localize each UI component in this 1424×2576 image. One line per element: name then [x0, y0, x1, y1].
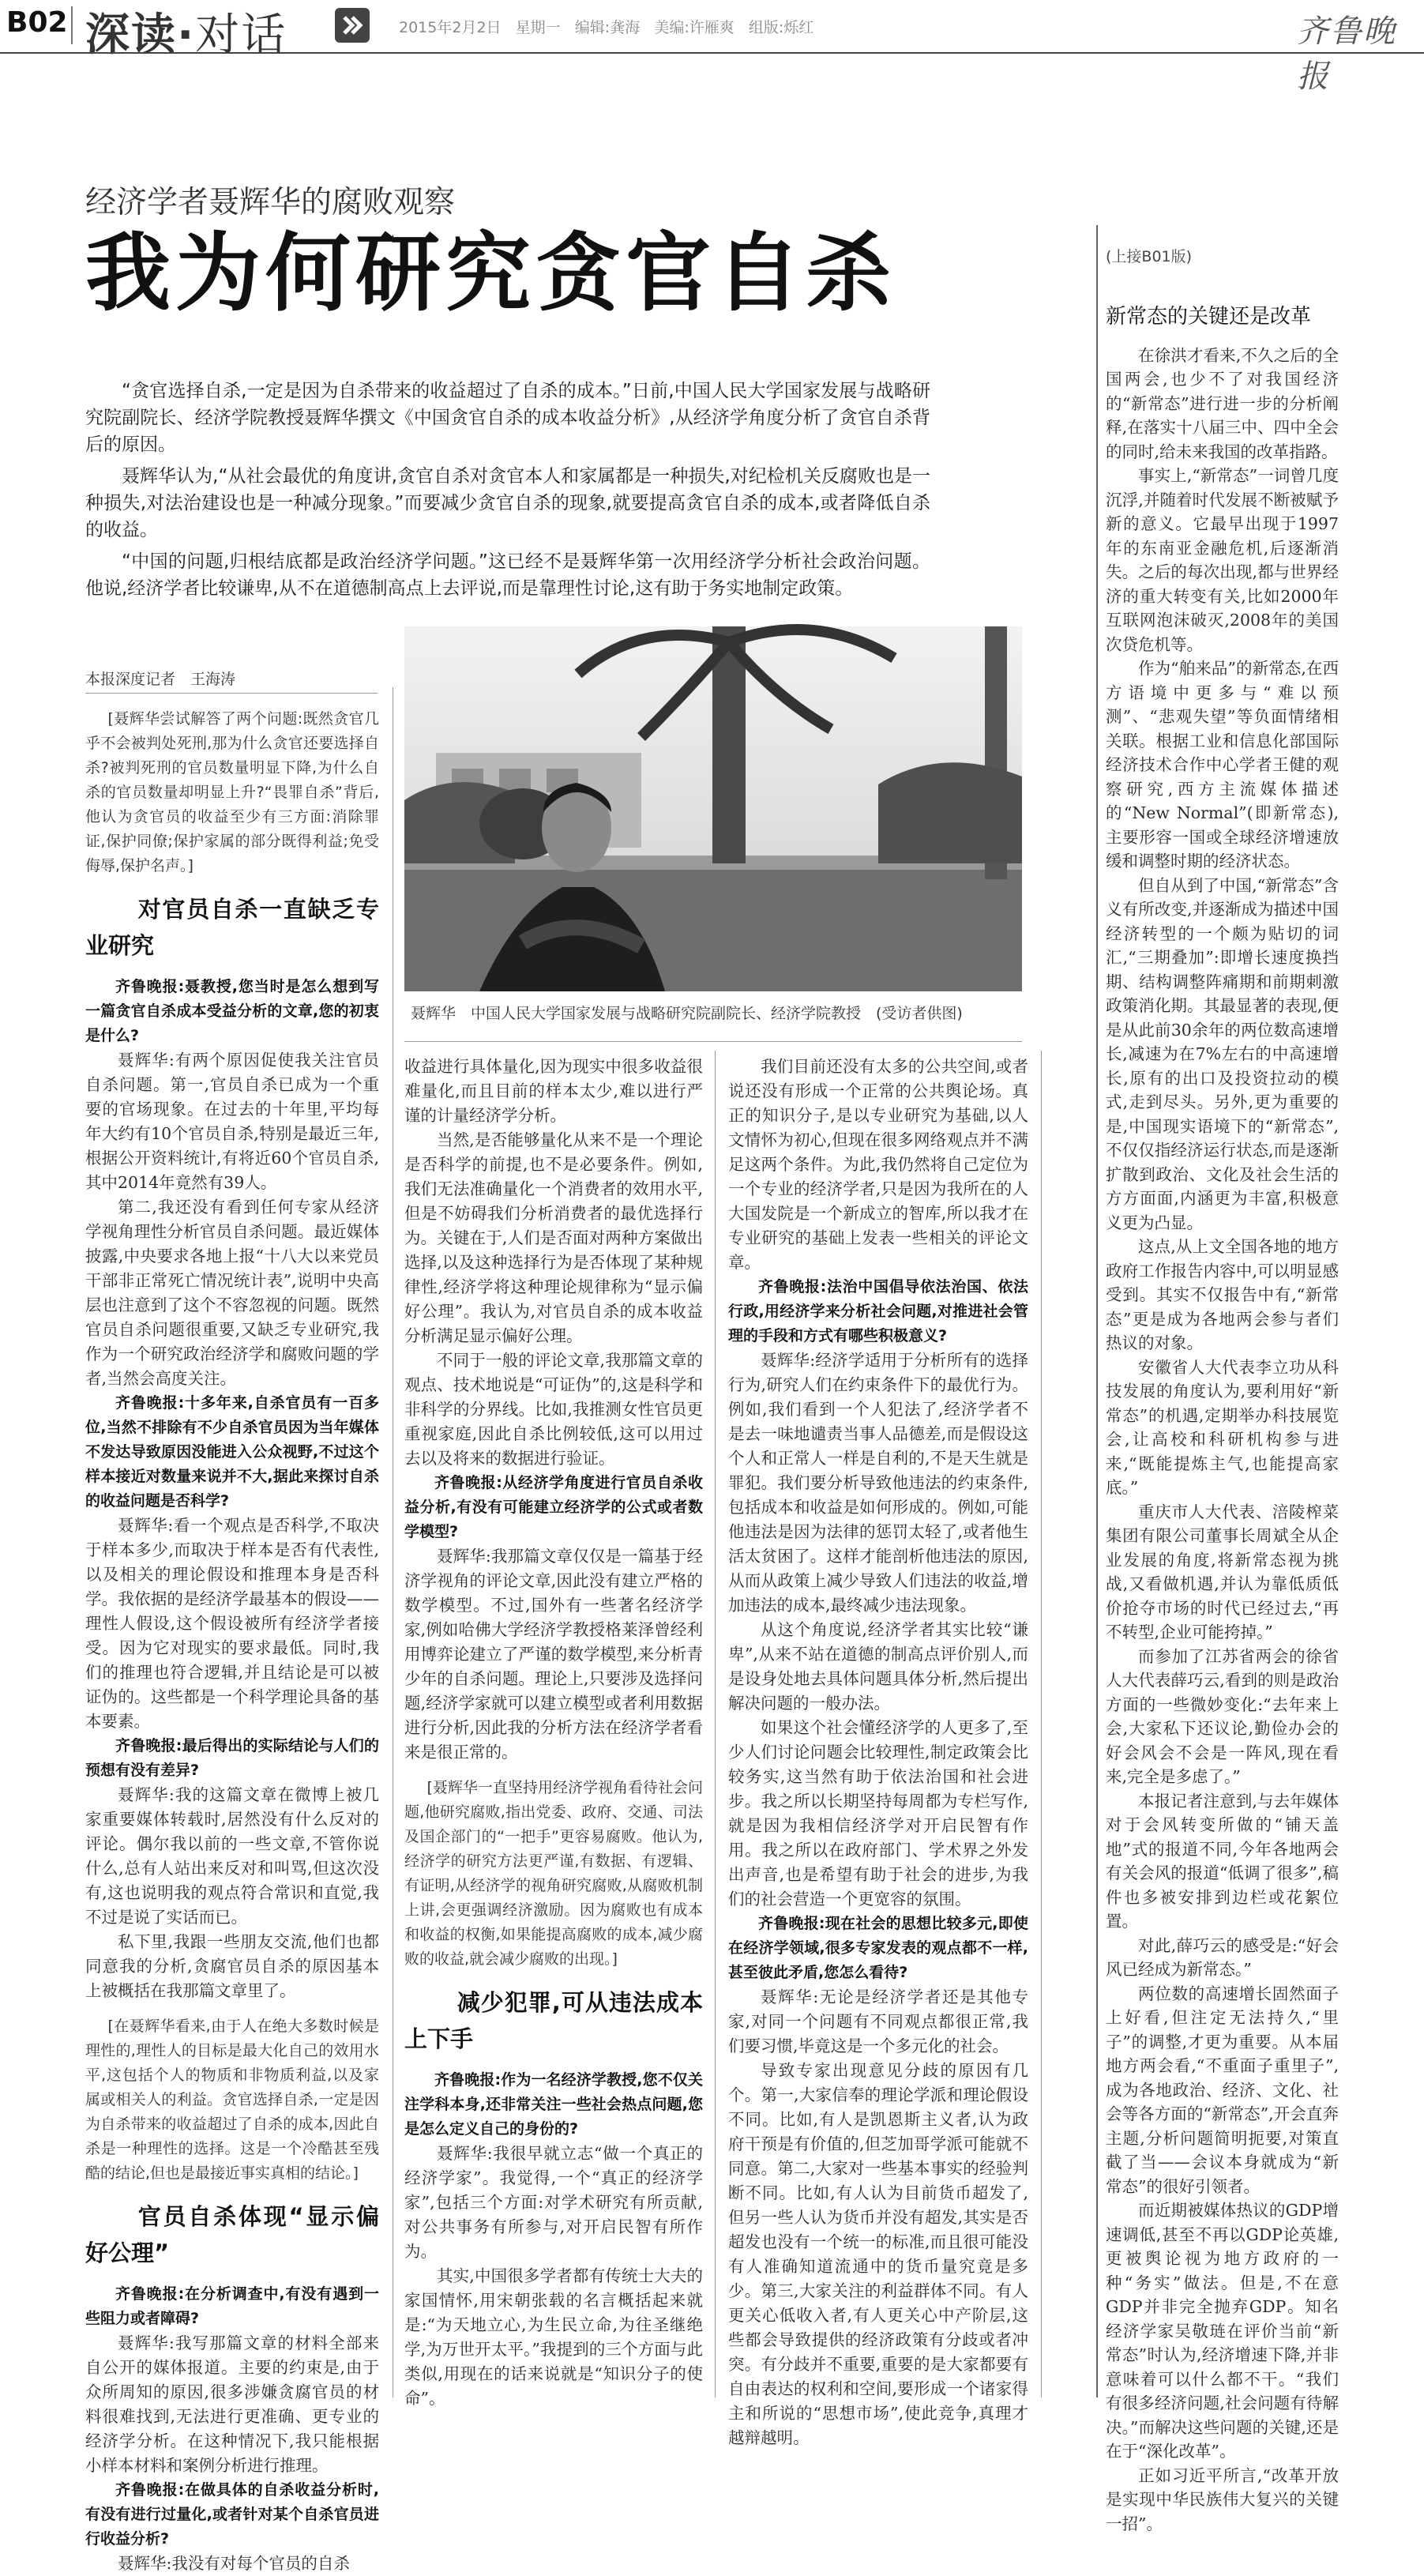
- answer: 聂辉华:我的这篇文章在微博上被几家重要媒体转载时,居然没有什么反对的评论。偶尔我以前的一些文章,不管你说什么,总有人站出来反对和叫骂,但这次没有,这也说明我的观点符合常识和直觉,我不过是说了实话而已。: [85, 1785, 379, 1927]
- paragraph: 安徽省人大代表李立功从科技发展的角度认为,要利用好“新常态”的机遇,定期举办科技展览会,让高校和科研机构参与进来,“既能提炼主气,也能提高家底。”: [1106, 1357, 1339, 1497]
- header-weekday: 星期一: [515, 19, 561, 36]
- column-rule: [1041, 1051, 1042, 2397]
- column-rule: [1096, 225, 1098, 2397]
- paragraph: 其实,中国很多学者都有传统士大夫的家国情怀,用宋朝张载的名言概括起来就是:“为天地立心,为生民立命,为往圣继绝学,为万世开太平。”我提到的三个方面与此类似,用现在的话来说就是“知识分子的使命”。: [404, 2266, 703, 2408]
- article-column-3: [728, 1055, 1028, 2447]
- byline-rule: [85, 693, 378, 694]
- question: 齐鲁晚报:十多年来,自杀官员有一百多位,当然不排除有不少自杀官员因为当年媒体不发达导致原因没能进入公众视野,不过这个样本接近对数量来说并不大,据此来探讨自杀的收益问题是否科学?: [85, 1394, 379, 1510]
- header-proof: 组版:烁红: [748, 19, 814, 36]
- section-title: [85, 0, 287, 63]
- lead-paragraph: “中国的问题,归根结底都是政治经济学问题。”这已经不是聂辉华第一次用经济学分析社会政治问题。他说,经济学者比较谦卑,从不在道德制高点上去评说,而是靠理性讨论,这有助于务实地制定政策。: [85, 551, 930, 599]
- page-code: B02: [6, 6, 68, 39]
- question: 齐鲁晚报:法治中国倡导依法治国、依法行政,用经济学来分析社会问题,对推进社会管理的手段和方式有哪些积极意义?: [728, 1278, 1028, 1344]
- article-column-1: [85, 707, 379, 2573]
- paragraph: 但自从到了中国,“新常态”含义有所改变,并逐渐成为描述中国经济转型的一个颇为贴切的词汇,“三期叠加”:即增长速度换挡期、结构调整阵痛期和前期刺激政策消化期。其最显著的表现,便是从此前30余年的两位数高速增长,减速为在7%左右的中高速增长,原有的出口及投资拉动的模式,走到尽头。另外,更为重要的是,中国现实语境下的“新常态”,不仅仅指经济运行状态,而是逐渐扩散到政治、文化及社会生活的方方面面,内涵更为丰富,积极意义更为凸显。: [1106, 875, 1339, 1232]
- answer: 聂辉华:看一个观点是否科学,不取决于样本多少,而取决于样本是否有代表性,以及相关的理论假设和推理本身是否科学。我依据的是经济学最基本的假设——理性人假设,这个假设被所有经济学者接受。因为它对现实的要求最低。同时,我们的推理也符合逻辑,并且结论是可以被证伪的。这些都是一个科学理论具备的基本要素。: [85, 1516, 379, 1731]
- paragraph: 本报记者注意到,与去年媒体对于会风转变所做的“铺天盖地”式的报道不同,今年各地两会有关会风的报道“低调了很多”,稿件也多被安排到边栏或花絮位置。: [1106, 1791, 1339, 1931]
- paragraph: 对此,薛巧云的感受是:“好会风已经成为新常态。”: [1106, 1935, 1339, 1979]
- answer: 聂辉华:无论是经济学者还是其他专家,对同一个问题有不同观点都很正常,我们要习惯,毕竟这是一个多元化的社会。: [728, 1987, 1028, 2055]
- paragraph: 而参加了江苏省两会的徐省人大代表薛巧云,看到的则是政治方面的一些微妙变化:“去年来上会,大家私下还议论,勤俭办会的好会风会不会是一阵风,现在看来,完全是多虑了。”: [1106, 1646, 1339, 1786]
- photo-caption-rule: [404, 1041, 1022, 1042]
- section-sub: 对话: [195, 9, 287, 61]
- interview-photo: [404, 626, 1022, 991]
- answer: 收益进行具体量化,因为现实中很多收益很难量化,而且目前的样本太少,难以进行严谨的计量经济学分析。: [404, 1057, 703, 1125]
- paragraph: 当然,是否能够量化从来不是一个理论是否科学的前提,也不是必要条件。例如,我们无法准确量化一个消费者的效用水平,但是不妨碍我们分析消费者的最优选择行为。关键在于,人们是否面对两种方案做出选择,以及这种选择行为是否体现了某种规律性,经济学将这种理论规律称为“显示偏好公理”。我认为,对官员自杀的成本收益分析满足显示偏好公理。: [404, 1130, 703, 1345]
- subheading: 对官员自杀一直缺乏专业研究: [85, 896, 379, 959]
- paragraph: 如果这个社会懂经济学的人更多了,至少人们讨论问题会比较理性,制定政策会比较务实,这当然有助于依法治国和社会进步。我之所以长期坚持每周都为专栏写作,就是因为我相信经济学对开启民智有作用。我之所以在政府部门、学术界之外发出声音,也是希望有助于社会的进步,为我们的社会营造一个更宽容的氛围。: [728, 1718, 1028, 1908]
- answer: 聂辉华:我很早就立志“做一个真正的经济学家”。我觉得,一个“真正的经济学家”,包括三个方面:对学术研究有所贡献,对公共事务有所参与,对开启民智有所作为。: [404, 2144, 703, 2261]
- section-dot: ·: [177, 9, 196, 61]
- answer: 聂辉华:我没有对每个官员的自杀: [118, 2554, 350, 2573]
- continued-note: (上接B01版): [1106, 248, 1193, 265]
- question: 齐鲁晚报:作为一名经济学教授,您不仅关注学科本身,还非常关注一些社会热点问题,您是怎么定义自己的身份的?: [404, 2071, 703, 2138]
- paragraph: 而近期被媒体热议的GDP增速调低,甚至不再以GDP论英雄,更被舆论视为地方政府的一种“务实”做法。但是,不在意GDP并非完全抛弃GDP。知名经济学家吴敬琏在评价当前“新常态”时认为,经济增速下降,并非意味着可以什么都不干。“我们有很多经济问题,社会问题有待解决。”而解决这些问题的关键,还是在于“深化改革”。: [1106, 2201, 1339, 2461]
- chevron-right-icon: [335, 8, 370, 43]
- paragraph: 不同于一般的评论文章,我那篇文章的观点、技术地说是“可证伪”的,这是科学和非科学的分界线。比如,我推测女性官员更重视家庭,因此自杀比例较低,这可以用过去以及将来的数据进行验证。: [404, 1351, 703, 1468]
- paragraph: 我们目前还没有太多的公共空间,或者说还没有形成一个正常的公共舆论场。真正的知识分子,是以专业研究为基础,以人文情怀为初心,但现在很多网络观点并不满足这两个条件。为此,我仍然将自己定位为一个专业的经济学者,只是因为我所在的人大国发院是一个新成立的智库,所以我才在专业研究的基础上发表一些相关的评论文章。: [728, 1057, 1028, 1272]
- paragraph: 事实上,“新常态”一词曾几度沉浮,并随着时代发展不断被赋予新的意义。它最早出现于1997年的东南亚金融危机,后逐渐消失。之后的每次出现,都与世界经济的重大转变有关,比如2000年互联网泡沫破灭,2008年的美国次贷危机等。: [1106, 466, 1339, 654]
- article-title: 我为何研究贪官自杀: [85, 224, 896, 323]
- paragraph: 从这个角度说,经济学者其实比较“谦卑”,从来不站在道德的制高点评价别人,而是设身处地去具体问题具体分析,然后提出解决问题的一般办法。: [728, 1620, 1028, 1713]
- paragraph: 重庆市人大代表、涪陵榨菜集团有限公司董事长周斌全从企业发展的角度,将新常态视为挑战,又看做机遇,并认为靠低质低价抢夺市场的时代已经过去,“再不转型,企业可能挎掉。”: [1106, 1502, 1339, 1641]
- paragraph: 私下里,我跟一些朋友交流,他们也都同意我的分析,贪腐官员自杀的原因基本上被概括在我那篇文章里了。: [85, 1932, 379, 2000]
- editor-note: [聂辉华一直坚持用经济学视角看待社会问题,他研究腐败,指出党委、政府、交通、司法及国企部门的“一把手”更容易腐败。他认为,经济学的研究方法更严谨,有数据、有逻辑、有证明,从经济学的视角研究腐败,从腐败机制上讲,会更强调经济激励。因为腐败也有成本和收益的权衡,如果能提高腐败的成本,减少腐败的收益,就会减少腐败的出现。]: [404, 1779, 703, 1968]
- header-divider-left: [71, 6, 73, 44]
- article-lead: [85, 378, 930, 602]
- question: 齐鲁晚报:在做具体的自杀收益分析时,有没有进行过量化,或者针对某个自杀官员进行收益分析?: [85, 2481, 379, 2548]
- header-meta: [399, 16, 813, 37]
- answer: 聂辉华:我写那篇文章的材料全部来自公开的媒体报道。主要的约束是,由于众所周知的原因,很多涉嫌贪腐官员的材料很难找到,无法进行更准确、更专业的经济学分析。在这种情况下,我只能根据小样本材料和案例分析进行推理。: [85, 2333, 379, 2475]
- paragraph: 作为“舶来品”的新常态,在西方语境中更多与“难以预测”、“悲观失望”等负面情绪相关联。根据工业和信息化部国际经济技术合作中心学者王健的观察研究,西方主流媒体描述的“New Normal”(即新常态),主要形容一国或全球经济增速放缓和调整时期的经济状态。: [1106, 659, 1339, 871]
- paragraph: 这点,从上文全国各地的地方政府工作报告内容中,可以明显感受到。其实不仅报告中有,“新常态”更是成为各地两会参与者们热议的对象。: [1106, 1237, 1339, 1352]
- question: 齐鲁晚报:聂教授,您当时是怎么想到写一篇贪官自杀成本受益分析的文章,您的初衷是什么?: [85, 978, 379, 1044]
- header-art-editor: 美编:许雁爽: [654, 19, 735, 36]
- paragraph: 第二,我还没有看到任何专家从经济学视角理性分析官员自杀问题。最近媒体披露,中央要求各地上报“十八大以来党员干部非正常死亡情况统计表”,说明中央高层也注意到了这个不容忽视的问题。既然官员自杀问题很重要,又缺乏专业研究,我作为一个研究政治经济学和腐败问题的学者,当然会高度关注。: [85, 1198, 379, 1388]
- answer: 聂辉华:经济学适用于分析所有的选择行为,研究人们在约束条件下的最优行为。例如,我们看到一个人犯法了,经济学者不是去一味地谴责当事人品德差,而是假设这个人和正常人一样是自利的,不是天生就是罪犯。我们要分析导致他违法的约束条件,包括成本和收益是如何形成的。例如,可能他违法是因为法律的惩罚太轻了,或者他生活太贫困了。这样才能剖析他违法的原因,从而从政策上减少导致人们违法的收益,增加违法的成本,最终减少违法现象。: [728, 1351, 1028, 1615]
- question: 齐鲁晚报:现在社会的思想比较多元,即使在经济学领域,很多专家发表的观点都不一样,甚至彼此矛盾,您怎么看待?: [728, 1915, 1028, 1981]
- answer: 聂辉华:我那篇文章仅仅是一篇基于经济学视角的评论文章,因此没有建立严格的数学模型。不过,国外有一些著名经济学家,例如哈佛大学经济学教授格莱泽曾经利用博弈论建立了严谨的数学模型,来分析青少年的自杀问题。理论上,只要涉及选择问题,经济学家就可以建立模型或者利用数据进行分析,因此我的分析方法在经济学者看来是很正常的。: [404, 1547, 703, 1762]
- section-main: 深读: [85, 9, 177, 61]
- question: 齐鲁晚报:从经济学角度进行官员自杀收益分析,有没有可能建立经济学的公式或者数学模型?: [404, 1474, 703, 1540]
- article-column-4: [1106, 245, 1339, 2533]
- header-editor: 编辑:龚海: [574, 19, 641, 36]
- lead-paragraph: “贪官选择自杀,一定是因为自杀带来的收益超过了自杀的成本。”日前,中国人民大学国家发展与战略研究院副院长、经济学院教授聂辉华撰文《中国贪官自杀的成本收益分析》,从经济学角度分析了贪官自杀背后的原因。: [85, 381, 930, 455]
- paragraph: 在徐洪才看来,不久之后的全国两会,也少不了对我国经济的“新常态”进行进一步的分析阐释,在落实十八届三中、四中全会的同时,给未来我国的改革指路。: [1106, 345, 1339, 461]
- subheading: 减少犯罪,可从违法成本上下手: [404, 1989, 703, 2052]
- header-rule: [0, 52, 1424, 54]
- subheading: 官员自杀体现“显示偏好公理”: [85, 2203, 379, 2266]
- column-rule: [715, 1051, 716, 2397]
- editor-note: [聂辉华尝试解答了两个问题:既然贪官几乎不会被判处死刑,那为什么贪官还要选择自杀?被判死刑的官员数量明显下降,为什么自杀的官员数量却明显上升?“畏罪自杀”背后,他认为贪官员的收益至少有三方面:消除罪证,保护同僚;保护家属的部分既得利益;免受侮辱,保护名声。]: [85, 710, 379, 874]
- masthead-logo: 齐鲁晚报: [1297, 13, 1396, 95]
- question: 齐鲁晚报:在分析调查中,有没有遇到一些阻力或者障碍?: [85, 2285, 379, 2327]
- lead-paragraph: 聂辉华认为,“从社会最优的角度讲,贪官自杀对贪官本人和家属都是一种损失,对纪检机关反腐败也是一种损失,对法治建设也是一种减分现象。”而要减少贪官自杀的现象,就要提高贪官自杀的成本,或者降低自杀的收益。: [85, 466, 930, 540]
- header-date: 2015年2月2日: [399, 19, 502, 36]
- paragraph: 两位数的高速增长固然面子上好看,但注定无法持久,“里子”的调整,才更为重要。从本届地方两会看,“不重面子重里子”,成为各地政治、经济、文化、社会等各方面的“新常态”,开会直奔主题,分析问题简明扼要,对策直截了当——会议本身就成为“新常态”的很好引领者。: [1106, 1984, 1339, 2196]
- paragraph: 正如习近平所言,“改革开放是实现中华民族伟大复兴的关键一招”。: [1106, 2465, 1339, 2533]
- answer: 聂辉华:有两个原因促使我关注官员自杀问题。第一,官员自杀已成为一个重要的官场现象。在过去的十年里,平均每年大约有10个官员自杀,特别是最近三年,根据公开资料统计,有将近60个官员自杀,其中2014年竟然有39人。: [85, 1051, 379, 1192]
- article-kicker: 经济学者聂辉华的腐败观察: [85, 185, 456, 220]
- subheading: 新常态的关键还是改革: [1106, 304, 1312, 329]
- editor-note: [在聂辉华看来,由于人在绝大多数时候是理性的,理性人的目标是最大化自己的效用水平,这包括个人的物质和非物质利益,以及家属或相关人的利益。贪官选择自杀,一定是因为自杀带来的收益超过了自杀的成本,因此自杀是一种理性的选择。这是一个冷酷甚至残酷的结论,但也是最接近事实真相的结论。]: [85, 2018, 379, 2182]
- article-column-2: [404, 1055, 703, 2408]
- paragraph: 导致专家出现意见分歧的原因有几个。第一,大家信奉的理论学派和理论假设不同。比如,有人是凯恩斯主义者,认为政府干预是有价值的,但芝加哥学派可能就不同意。第二,大家对一些基本事实的经验判断不同。比如,有人认为目前货币超发了,但另一些人认为货币并没有超发,其实是否超发也没有一个统一的标准,而且很可能没有人准确知道流通中的货币量究竟是多少。第三,大家关注的利益群体不同。有人更关心低收入者,有人更关心中产阶层,这些都会导致提供的经济政策有分歧或者冲突。有分歧并不重要,重要的是大家都要有自由表达的权利和空间,要形成一个诸家得主和所说的“思想市场”,使此竞争,真理才越辩越明。: [728, 2061, 1028, 2447]
- photo-caption: 聂辉华 中国人民大学国家发展与战略研究院副院长、经济学院教授 (受访者供图): [411, 1005, 963, 1022]
- photo-scene: [404, 626, 1022, 991]
- question: 齐鲁晚报:最后得出的实际结论与人们的预想有没有差异?: [85, 1737, 379, 1779]
- byline: 本报深度记者 王海涛: [85, 671, 236, 688]
